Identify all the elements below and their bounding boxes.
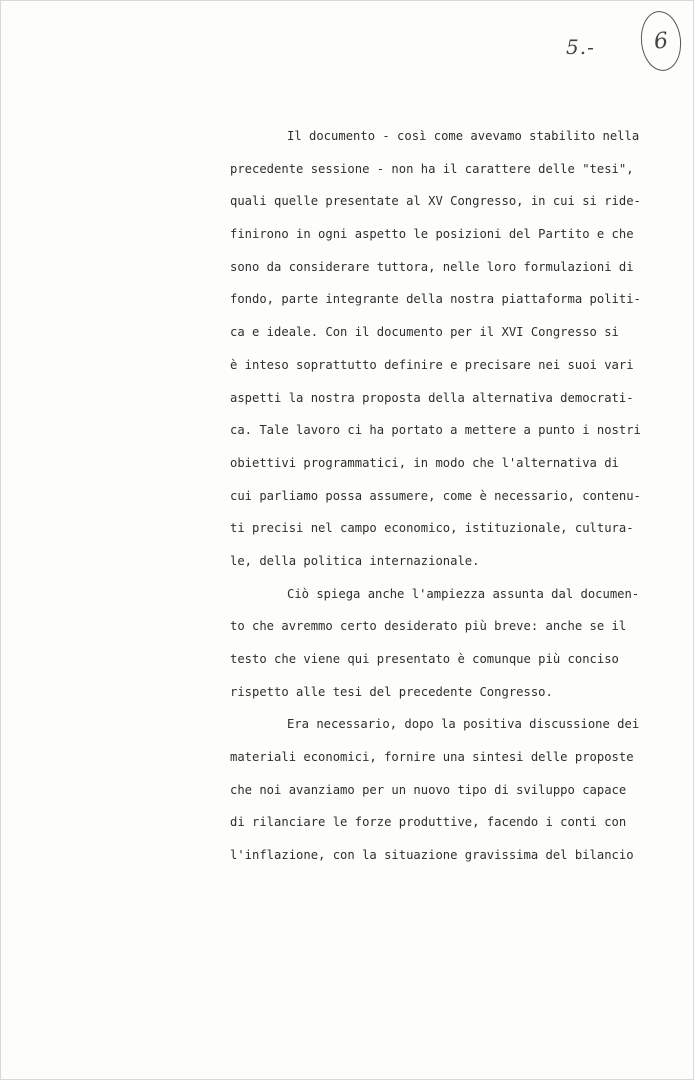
text-line: fondo, parte integrante della nostra piattaforma politi- xyxy=(230,292,641,307)
text-line: quali quelle presentate al XV Congresso, in cui si ride- xyxy=(230,194,641,209)
text-line: ti precisi nel campo economico, istituzionale, cultura- xyxy=(230,521,634,536)
text-line: ca. Tale lavoro ci ha portato a mettere a punto i nostri xyxy=(230,423,641,438)
text-line: aspetti la nostra proposta della alternativa democrati- xyxy=(230,390,634,405)
text-line: precedente sessione - non ha il carattere delle "tesi", xyxy=(230,161,634,176)
handwritten-page-number: 5.- xyxy=(566,35,595,59)
text-line: le, della politica internazionale. xyxy=(230,553,480,568)
text-line: finirono in ogni aspetto le posizioni del Partito e che xyxy=(230,227,634,242)
text-line: obiettivi programmatici, in modo che l'alternativa di xyxy=(230,455,619,470)
circled-sheet-number xyxy=(638,9,684,73)
text-line: to che avremmo certo desiderato più breve: anche se il xyxy=(230,619,627,634)
text-line: l'inflazione, con la situazione gravissima del bilancio xyxy=(230,848,634,863)
text-line: materiali economici, fornire una sintesi delle proposte xyxy=(230,750,634,765)
typewritten-body xyxy=(230,122,641,874)
circled-sheet-number-text: 6 xyxy=(652,27,670,55)
text-line: Ciò spiega anche l'ampiezza assunta dal documen- xyxy=(287,586,640,601)
text-line: sono da considerare tuttora, nelle loro formulazioni di xyxy=(230,259,634,274)
text-line: rispetto alle tesi del precedente Congresso. xyxy=(230,684,553,699)
text-line: Il documento - così come avevamo stabilito nella xyxy=(287,129,640,143)
text-line: che noi avanziamo per un nuovo tipo di sviluppo capace xyxy=(230,782,627,797)
text-line: cui parliamo possa assumere, come è necessario, contenu- xyxy=(230,488,641,503)
text-line: è inteso soprattutto definire e precisare nei suoi vari xyxy=(230,357,634,372)
text-line: Era necessario, dopo la positiva discussione dei xyxy=(287,717,640,732)
text-line: testo che viene qui presentato è comunque più conciso xyxy=(230,652,619,666)
text-line: di rilanciare le forze produttive, facendo i conti con xyxy=(230,815,627,830)
text-line: ca e ideale. Con il documento per il XVI Congresso si xyxy=(230,325,619,340)
